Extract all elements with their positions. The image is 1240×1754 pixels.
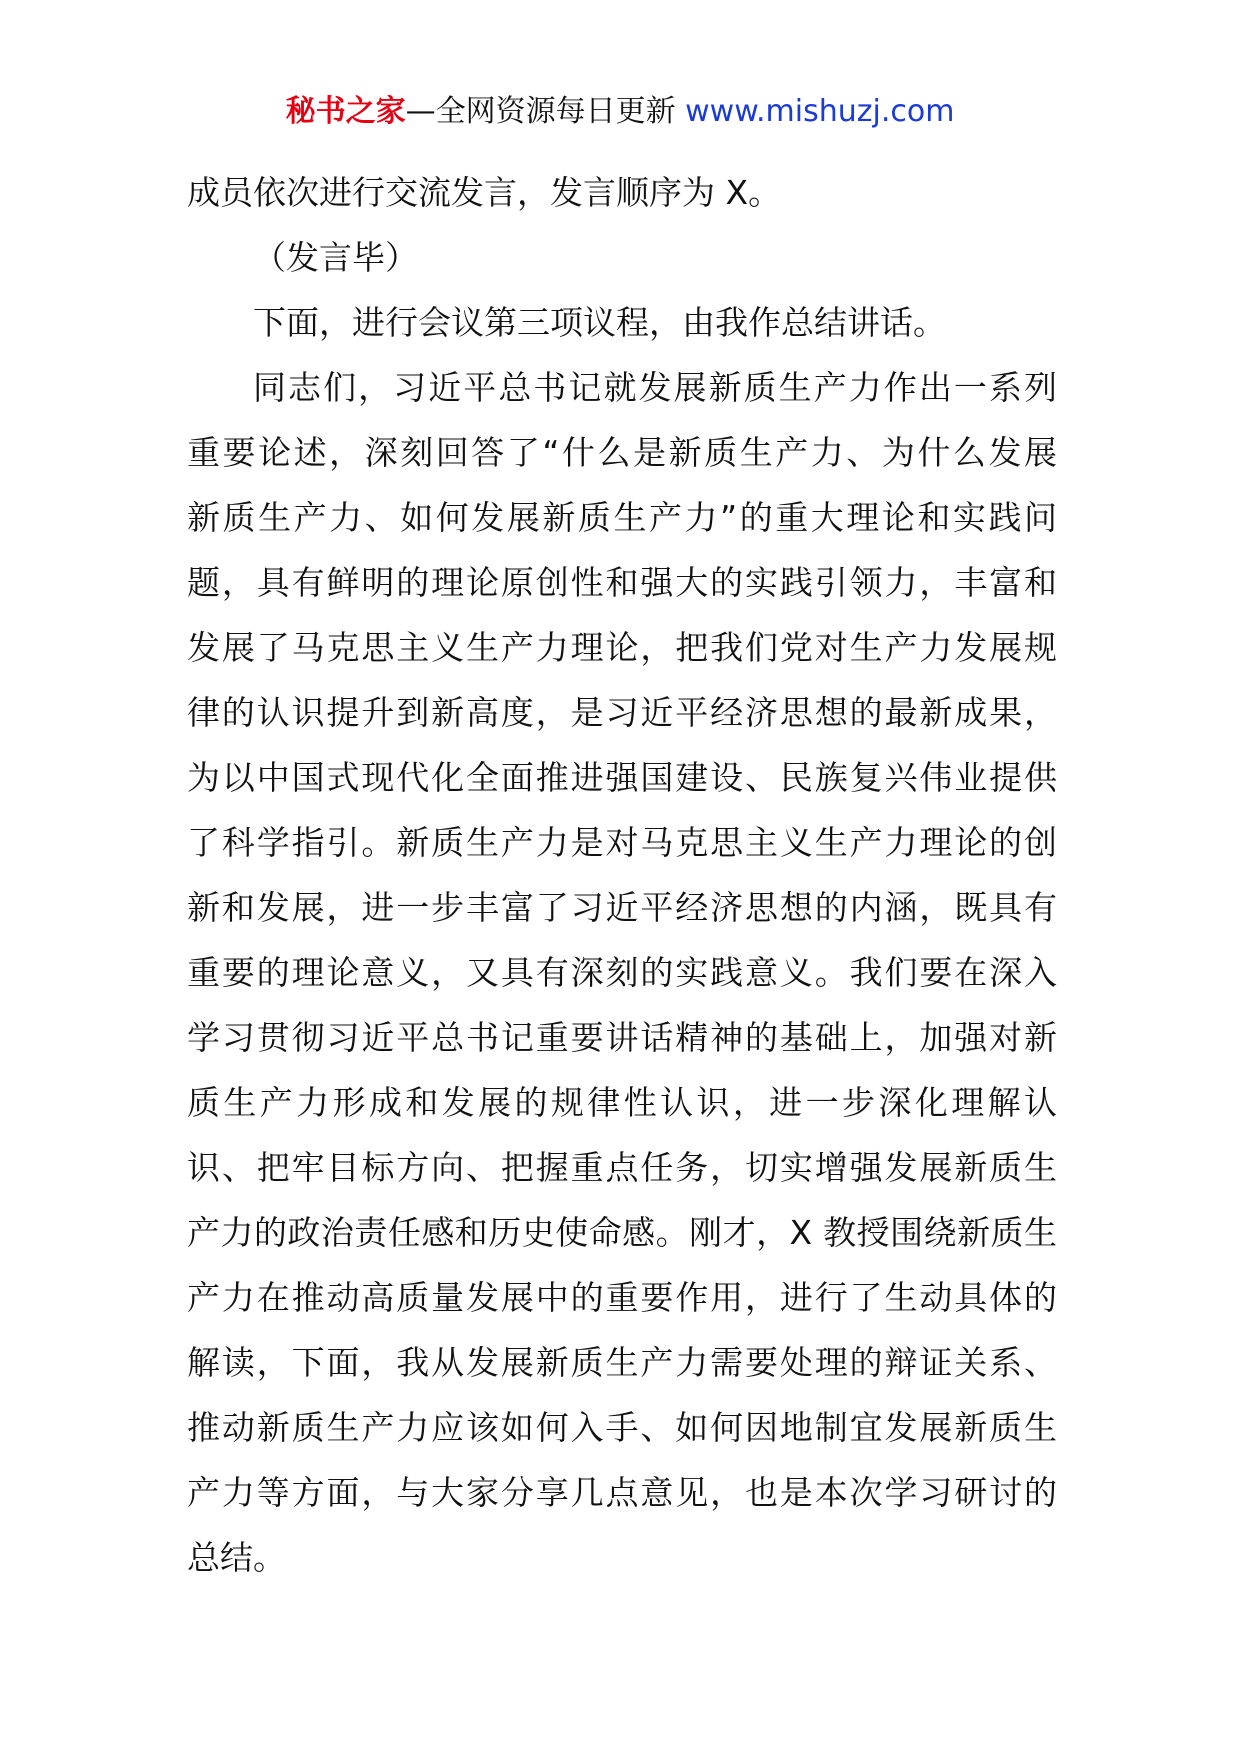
text-line: 重要论述，深刻回答了“什么是新质生产力、为什么发展 bbox=[187, 433, 1057, 472]
text-line: 总结。 bbox=[187, 1538, 286, 1577]
text-line: 新质生产力、如何发展新质生产力”的重大理论和实践问 bbox=[187, 498, 1057, 537]
text-line: 学习贯彻习近平总书记重要讲话精神的基础上，加强对新 bbox=[187, 1018, 1057, 1057]
text-line: 识、把牢目标方向、把握重点任务，切实增强发展新质生 bbox=[187, 1148, 1057, 1187]
text-line: 了科学指引。新质生产力是对马克思主义生产力理论的创 bbox=[187, 823, 1057, 862]
text-line: 下面，进行会议第三项议程，由我作总结讲话。 bbox=[253, 303, 946, 342]
text-line: 发展了马克思主义生产力理论，把我们党对生产力发展规 bbox=[187, 628, 1057, 667]
document-body bbox=[187, 160, 1057, 1590]
text-line: 为以中国式现代化全面推进强国建设、民族复兴伟业提供 bbox=[187, 758, 1057, 797]
text-line: 产力的政治责任感和历史使命感。刚才，X 教授围绕新质生 bbox=[187, 1213, 1057, 1252]
brand-name: 秘书之家 bbox=[285, 94, 406, 129]
header-tagline: —全网资源每日更新 bbox=[405, 94, 686, 129]
text-line: 产力等方面，与大家分享几点意见，也是本次学习研讨的 bbox=[187, 1473, 1057, 1512]
text-line: （发言毕） bbox=[253, 238, 418, 277]
text-line: 解读，下面，我从发展新质生产力需要处理的辩证关系、 bbox=[187, 1343, 1057, 1382]
text-line: 题，具有鲜明的理论原创性和强大的实践引领力，丰富和 bbox=[187, 563, 1057, 602]
text-line: 成员依次进行交流发言，发言顺序为 X。 bbox=[187, 173, 782, 212]
text-line: 产力在推动高质量发展中的重要作用，进行了生动具体的 bbox=[187, 1278, 1057, 1317]
text-line: 新和发展，进一步丰富了习近平经济思想的内涵，既具有 bbox=[187, 888, 1057, 927]
site-url-link[interactable]: www.mishuzj.com bbox=[685, 94, 955, 129]
text-line: 推动新质生产力应该如何入手、如何因地制宜发展新质生 bbox=[187, 1408, 1057, 1447]
text-line: 重要的理论意义，又具有深刻的实践意义。我们要在深入 bbox=[187, 953, 1057, 992]
text-line: 律的认识提升到新高度，是习近平经济思想的最新成果， bbox=[187, 693, 1057, 732]
text-line: 同志们，习近平总书记就发展新质生产力作出一系列 bbox=[253, 368, 1057, 407]
text-line: 质生产力形成和发展的规律性认识，进一步深化理解认 bbox=[187, 1083, 1057, 1122]
page-header bbox=[0, 92, 1240, 132]
